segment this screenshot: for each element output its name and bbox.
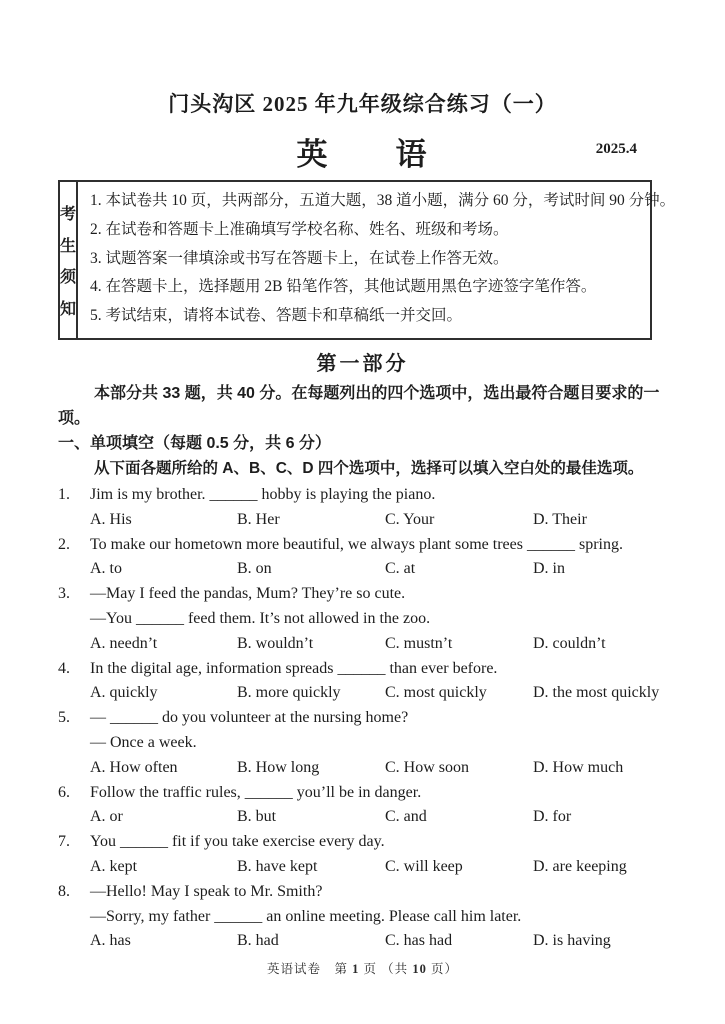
question-text: —Sorry, my father ______ an online meeting. Please call him later.: [90, 907, 522, 925]
notice-items: [78, 182, 683, 338]
options-row: [90, 508, 675, 533]
option-b: B. more quickly: [237, 684, 341, 702]
question-body: [90, 533, 675, 583]
question-text: Jim is my brother. ______ hobby is playing the piano.: [90, 486, 436, 503]
option-c: C. How soon: [385, 758, 470, 776]
exam-date: 2025.4: [595, 141, 637, 157]
notice-item: 1. 本试卷共 10 页，共两部分，五道大题，38 道小题，满分 60 分，考试时间 90 分钟。: [90, 192, 676, 209]
option-d: D. is having: [533, 932, 611, 950]
question-number: 8.: [58, 882, 70, 900]
options-row: [90, 557, 675, 582]
notice-item: 2. 在试卷和答题卡上准确填写学校名称、姓名、班级和考场。: [90, 220, 509, 238]
option-a: A. quickly: [90, 684, 158, 702]
option-c: C. will keep: [385, 857, 463, 875]
question-text: —May I feed the pandas, Mum? They’re so cute.: [90, 585, 406, 603]
option-b: B. on: [237, 560, 272, 578]
subject-title: 英 语: [296, 137, 429, 172]
subject-row: [0, 129, 725, 171]
options-row: [90, 929, 675, 954]
question-body: [90, 483, 675, 533]
notice-item: 5. 考试结束，请将本试卷、答题卡和草稿纸一并交回。: [90, 307, 463, 325]
question-body: [90, 830, 675, 880]
question-7: [58, 830, 675, 880]
question-1: [58, 483, 675, 533]
question-text: To make our hometown more beautiful, we always plant some trees ______ spring.: [90, 535, 623, 553]
footer-page-number: 1: [352, 962, 360, 977]
question-number: 7.: [58, 833, 70, 851]
question-number: 4.: [58, 659, 70, 677]
footer-text: 英语试卷 第: [267, 962, 353, 977]
page-title: 门头沟区 2025 年九年级综合练习（一）: [168, 92, 557, 116]
question-body: [90, 880, 675, 954]
option-d: D. Their: [533, 510, 587, 528]
option-a: A. or: [90, 808, 123, 826]
notice-label-char: 须: [60, 269, 77, 287]
option-d: D. How much: [533, 758, 624, 776]
question-4: [58, 657, 675, 707]
option-b: B. have kept: [237, 857, 318, 875]
section1-heading: 一、单项填空（每题 0.5 分，共 6 分）: [58, 435, 331, 452]
option-a: A. to: [90, 560, 122, 578]
option-c: C. Your: [385, 510, 435, 528]
notice-label-char: 考: [60, 205, 77, 223]
option-d: D. the most quickly: [533, 684, 660, 702]
notice-label-char: 生: [60, 237, 77, 255]
question-number: 3.: [58, 585, 70, 603]
options-row: [90, 855, 675, 880]
option-c: C. at: [385, 560, 416, 578]
question-body: [90, 657, 675, 707]
footer-text: 页 （共: [359, 962, 413, 977]
option-b: B. wouldn’t: [237, 634, 314, 652]
section1-instruction: 从下面各题所给的 A、B、C、D 四个选项中，选择可以填入空白处的最佳选项。: [94, 460, 644, 477]
footer-text: 页）: [426, 962, 458, 977]
option-a: A. How often: [90, 758, 178, 776]
page-footer: [0, 959, 725, 977]
option-c: C. mustn’t: [385, 634, 453, 652]
question-text: — ______ do you volunteer at the nursing home?: [90, 709, 409, 727]
notice-item: 4. 在答题卡上，选择题用 2B 铅笔作答，其他试题用黑色字迹签字笔作答。: [90, 278, 597, 296]
question-6: [58, 781, 675, 831]
question-text: You ______ fit if you take exercise every day.: [90, 833, 385, 851]
notice-box: [58, 180, 676, 340]
options-row: [90, 805, 675, 830]
footer-total-pages: 10: [412, 962, 427, 977]
question-text: Follow the traffic rules, ______ you’ll be in danger.: [90, 783, 422, 801]
part1-heading: 第一部分: [316, 353, 409, 375]
question-body: [90, 781, 675, 831]
question-number: 6.: [58, 783, 70, 801]
option-d: D. are keeping: [533, 857, 627, 875]
options-row: [90, 756, 675, 781]
question-number: 5.: [58, 709, 70, 727]
notice-item: 3. 试题答案一律填涂或书写在答题卡上，在试卷上作答无效。: [90, 249, 509, 267]
question-3: [58, 582, 675, 656]
options-row: [90, 681, 675, 706]
option-a: A. His: [90, 510, 132, 528]
question-text: —You ______ feed them. It’s not allowed in the zoo.: [90, 609, 431, 627]
question-number: 2.: [58, 535, 70, 553]
question-list: [58, 483, 675, 954]
question-text: —Hello! May I speak to Mr. Smith?: [90, 882, 323, 900]
question-text: In the digital age, information spreads ______ than ever before.: [90, 659, 498, 677]
option-c: C. most quickly: [385, 684, 487, 702]
option-a: A. has: [90, 932, 131, 950]
option-a: A. kept: [90, 857, 138, 875]
option-b: B. had: [237, 932, 279, 950]
part1-intro: 本部分共 33 题，共 40 分。在每题列出的四个选项中，选出最符合题目要求的一项。: [58, 385, 660, 427]
option-c: C. has had: [385, 932, 453, 950]
option-b: B. How long: [237, 758, 320, 776]
notice-label-char: 知: [60, 301, 77, 319]
question-8: [58, 880, 675, 954]
option-b: B. Her: [237, 510, 280, 528]
question-body: [90, 582, 675, 656]
option-d: D. couldn’t: [533, 634, 606, 652]
option-b: B. but: [237, 808, 277, 826]
options-row: [90, 632, 675, 657]
option-a: A. needn’t: [90, 634, 158, 652]
question-text: — Once a week.: [90, 733, 197, 751]
option-d: D. for: [533, 808, 572, 826]
option-c: C. and: [385, 808, 427, 826]
notice-label-column: [60, 182, 78, 338]
question-body: [90, 706, 675, 780]
question-2: [58, 533, 675, 583]
question-5: [58, 706, 675, 780]
question-number: 1.: [58, 486, 70, 503]
option-d: D. in: [533, 560, 565, 578]
